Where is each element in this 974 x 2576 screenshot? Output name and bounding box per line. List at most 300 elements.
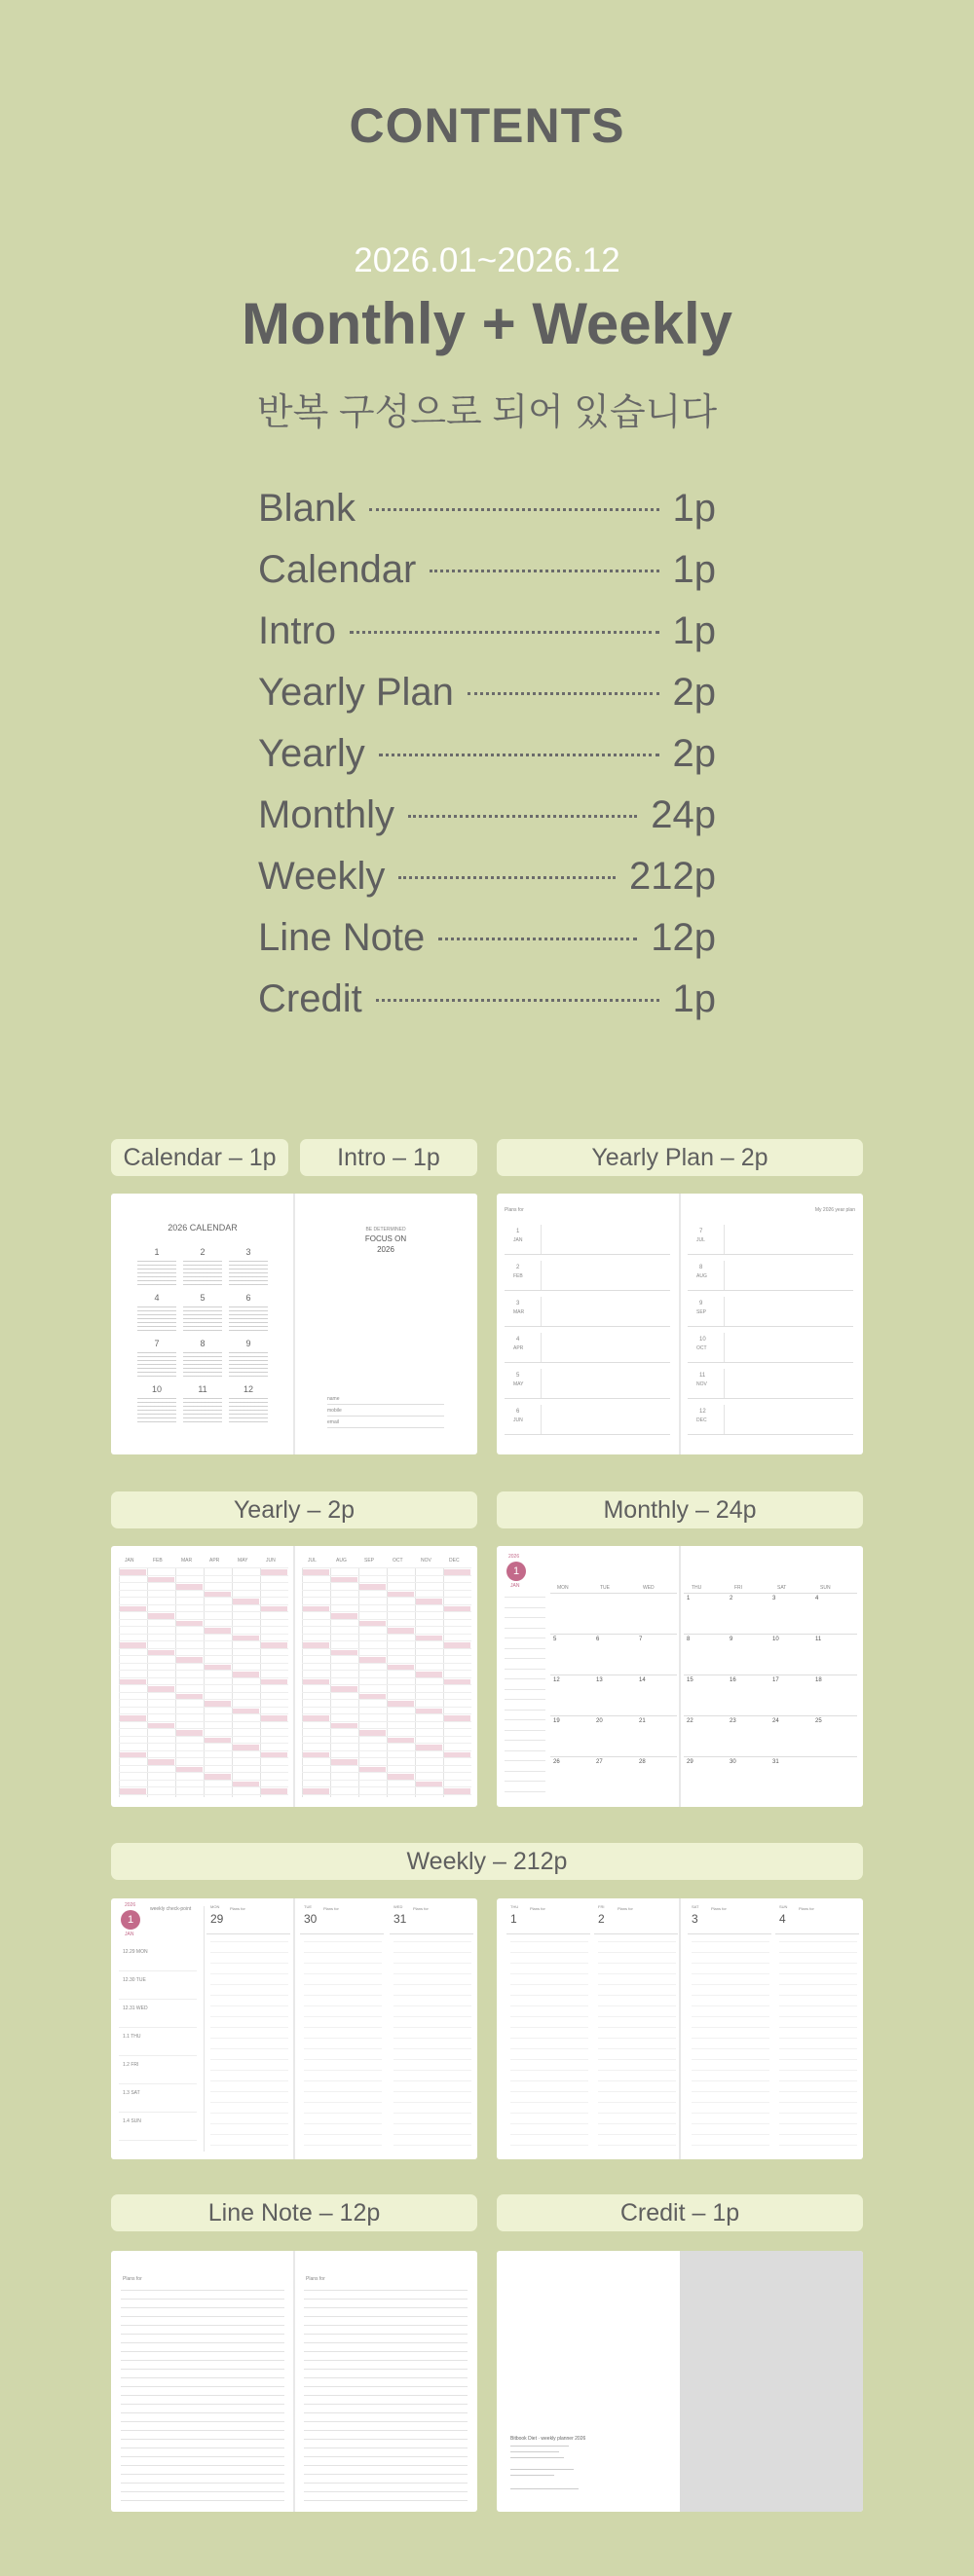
weekly-label: Weekly – 212p [111, 1843, 863, 1880]
intro-field: email [327, 1419, 339, 1425]
weekly-plan-label: Plans for [711, 1906, 727, 1911]
monthly-row-line [550, 1756, 677, 1757]
plan-month-number: 2 [516, 1265, 520, 1270]
monthly-date: 2 [730, 1596, 733, 1601]
weekly-day-number: 31 [393, 1912, 407, 1926]
spine [679, 1898, 681, 2159]
monthly-day-head: FRI [734, 1585, 743, 1591]
leader-dots [408, 815, 637, 818]
weekly-day-number: 2 [598, 1912, 605, 1926]
weekly-time-line [510, 1995, 588, 1996]
weekly-time-line [692, 2091, 769, 2092]
spine [679, 1546, 681, 1807]
monthly-note-line [505, 1760, 545, 1761]
toc-label: Weekly [258, 855, 386, 898]
badge-year: 2026 [508, 1554, 520, 1560]
plan-month-number: 10 [699, 1337, 706, 1343]
leader-dots [379, 754, 659, 756]
toc-label: Line Note [258, 916, 426, 959]
plan-row-line [505, 1398, 670, 1399]
yearly-month-head: JAN [125, 1558, 134, 1564]
toc-pages: 24p [651, 793, 716, 836]
yearly-row-line [302, 1713, 471, 1714]
yearly-row-line [302, 1707, 471, 1708]
weekly-time-line [510, 2145, 588, 2146]
weekly-time-line [210, 2102, 288, 2103]
yearly-row-line [302, 1640, 471, 1641]
weekly-time-line [393, 1963, 471, 1964]
leader-dots [468, 692, 659, 695]
weekly-time-line [692, 2080, 769, 2081]
yearly-row-line [119, 1736, 288, 1737]
weekly-head-line [688, 1933, 771, 1934]
note-line [121, 2430, 284, 2431]
monthly-note-line [505, 1781, 545, 1782]
plan-col-line [541, 1333, 542, 1362]
weekly-time-line [510, 1963, 588, 1964]
month-grid [229, 1260, 268, 1285]
weekly-side-line [119, 1970, 197, 1971]
monthly-day-head: WED [643, 1585, 655, 1591]
month-number: 3 [245, 1247, 251, 1257]
toc-label: Monthly [258, 793, 395, 836]
yearly-row-line [302, 1786, 471, 1787]
weekly-time-line [393, 2016, 471, 2017]
yearly-row-line [302, 1772, 471, 1773]
weekly-time-line [210, 2123, 288, 2124]
field-line [327, 1404, 444, 1405]
yearly-month-head: MAR [181, 1558, 193, 1564]
weekly-time-line [510, 1952, 588, 1953]
plan-month-number: 12 [699, 1409, 706, 1415]
monthly-date: 28 [639, 1759, 646, 1765]
plan-row-line [688, 1362, 853, 1363]
yearly-row-line [119, 1707, 288, 1708]
yearly-row-line [119, 1772, 288, 1773]
monthly-note-line [505, 1648, 545, 1649]
weekly-time-line [598, 2145, 676, 2146]
weekly-time-line [210, 1963, 288, 1964]
intro-small: BE DETERMINED [365, 1227, 406, 1233]
weekly-time-line [692, 2070, 769, 2071]
note-line [304, 2412, 468, 2413]
table-of-contents [258, 487, 716, 1039]
yearly-row-line [302, 1736, 471, 1737]
toc-row [258, 732, 716, 793]
plan-month-number: 11 [699, 1373, 706, 1379]
weekly-side-label: 1.1 THU [123, 2034, 141, 2040]
weekly-time-line [598, 2080, 676, 2081]
yearly-row-line [119, 1626, 288, 1627]
note-line [304, 2334, 468, 2335]
yearly-row-line [302, 1611, 471, 1612]
month-grid [229, 1306, 268, 1331]
weekly-side-line [119, 2083, 197, 2084]
weekly-time-line [210, 2134, 288, 2135]
yearly-month-head: OCT [393, 1558, 403, 1564]
month-number: 9 [245, 1339, 251, 1348]
yearly-row-line [119, 1677, 288, 1678]
toc-pages: 1p [672, 977, 716, 1020]
mini-month [183, 1247, 222, 1285]
weekly-side-label: 1.2 FRI [123, 2062, 139, 2068]
monthly-note-line [505, 1771, 545, 1772]
yearly-row-line [119, 1757, 288, 1758]
monthly-date: 21 [639, 1718, 646, 1724]
plan-row-line [688, 1398, 853, 1399]
weekly-time-line [779, 2059, 857, 2060]
note-head: Plans for [123, 2276, 142, 2282]
plan-row-line [505, 1326, 670, 1327]
month-number: 1 [154, 1247, 160, 1257]
plan-col-line [541, 1405, 542, 1434]
monthly-note-line [505, 1710, 545, 1711]
weekly-time-line [393, 2091, 471, 2092]
plan-row-line [505, 1254, 670, 1255]
yearly-row-line [119, 1590, 288, 1591]
weekly-head-line [206, 1933, 290, 1934]
note-line [121, 2360, 284, 2361]
mini-month [137, 1384, 176, 1422]
weekly-plan-label: Plans for [530, 1906, 545, 1911]
yearly-row-line [119, 1597, 288, 1598]
weekly-time-line [692, 2102, 769, 2103]
weekly-time-line [598, 2123, 676, 2124]
yearly-row-line [119, 1794, 288, 1795]
yearly-month-head: MAY [238, 1558, 248, 1564]
note-line [304, 2360, 468, 2361]
month-number: 6 [245, 1293, 251, 1303]
toc-row [258, 671, 716, 732]
yearly-row-line [119, 1582, 288, 1583]
weekly-time-line [210, 2145, 288, 2146]
yearly-row-line [302, 1721, 471, 1722]
credit-line [510, 2475, 554, 2476]
weekly-day-name: THU [510, 1904, 519, 1909]
weekly-time-line [510, 1941, 588, 1942]
yearly-month-head: APR [209, 1558, 220, 1564]
weekly-time-line [210, 2080, 288, 2081]
weekly-head-line [300, 1933, 384, 1934]
note-line [304, 2351, 468, 2352]
yearly-row-line [119, 1670, 288, 1671]
note-line [121, 2500, 284, 2501]
weekly-day-number: 29 [210, 1912, 224, 1926]
weekly-time-line [210, 2048, 288, 2049]
weekly-time-line [304, 2113, 382, 2114]
yearly-row-line [302, 1692, 471, 1693]
yearly-row-line [119, 1780, 288, 1781]
weekly-time-line [210, 1995, 288, 1996]
weekly-side-line [119, 2027, 197, 2028]
monthly-date: 30 [730, 1759, 736, 1765]
monthly-date: 20 [596, 1718, 603, 1724]
subtitle: 반복 구성으로 되어 있습니다 [256, 392, 718, 433]
note-line [121, 2465, 284, 2466]
weekly-time-line [779, 2102, 857, 2103]
weekly-time-line [510, 1973, 588, 1974]
month-grid [137, 1397, 176, 1422]
yearly-row-line [302, 1604, 471, 1605]
note-line [121, 2342, 284, 2343]
weekly-time-line [210, 1973, 288, 1974]
field-line [327, 1427, 444, 1428]
monthly-note-line [505, 1597, 545, 1598]
plan-month-name: DEC [696, 1417, 707, 1423]
plan-month-name: NOV [696, 1381, 707, 1387]
monthly-note-line [505, 1678, 545, 1679]
weekly-time-line [210, 1952, 288, 1953]
yearly-col-line [358, 1567, 359, 1797]
plan-month-name: FEB [513, 1273, 523, 1279]
weekly-time-line [598, 1941, 676, 1942]
plan-col-line [724, 1405, 725, 1434]
weekly-time-line [510, 2123, 588, 2124]
leader-dots [430, 570, 658, 572]
weekly-time-line [393, 2048, 471, 2049]
monthly-row-line [550, 1674, 677, 1675]
note-line [121, 2439, 284, 2440]
yearly-row-line [302, 1582, 471, 1583]
monthly-preview [497, 1546, 863, 1807]
plan-head: Plans for [505, 1207, 524, 1213]
badge-name: JAN [510, 1583, 520, 1589]
plan-col-line [724, 1369, 725, 1398]
month-grid [137, 1351, 176, 1377]
monthly-note-line [505, 1689, 545, 1690]
yearly-preview [111, 1546, 477, 1807]
note-line [121, 2351, 284, 2352]
weekly-time-line [304, 2016, 382, 2017]
note-line [121, 2290, 284, 2291]
yearly-label: Yearly – 2p [111, 1491, 477, 1528]
weekly-time-line [779, 2027, 857, 2028]
yearly-plan-preview [497, 1194, 863, 1454]
yearly-month-head: NOV [421, 1558, 431, 1564]
yearly-row-line [119, 1611, 288, 1612]
monthly-date: 15 [687, 1677, 693, 1683]
note-line [304, 2483, 468, 2484]
yearly-row-line [119, 1743, 288, 1744]
monthly-date: 4 [815, 1596, 819, 1601]
weekly-time-line [210, 2059, 288, 2060]
month-number: 2 [200, 1247, 206, 1257]
monthly-date: 11 [815, 1637, 822, 1642]
credit-title: Bitbook Diet · weekly planner 2026 [510, 2436, 586, 2442]
plan-row-line [505, 1434, 670, 1435]
note-line [304, 2404, 468, 2405]
note-line [304, 2474, 468, 2475]
weekly-time-line [779, 2048, 857, 2049]
weekly-time-line [510, 2102, 588, 2103]
yearly-row-line [119, 1575, 288, 1576]
weekly-time-line [692, 1995, 769, 1996]
weekly-time-line [692, 2048, 769, 2049]
weekly-time-line [510, 2134, 588, 2135]
weekly-side-label: 12.29 MON [123, 1949, 148, 1955]
yearly-month-head: FEB [153, 1558, 163, 1564]
weekly-time-line [692, 1952, 769, 1953]
plan-month-number: 7 [699, 1229, 703, 1234]
yearly-row-line [119, 1619, 288, 1620]
weekly-time-line [393, 1952, 471, 1953]
weekly-plan-label: Plans for [230, 1906, 245, 1911]
yearly-row-line [302, 1684, 471, 1685]
monthly-date: 23 [730, 1718, 736, 1724]
monthly-note-line [505, 1617, 545, 1618]
checkpoint-head: weekly check-point [150, 1906, 192, 1912]
weekly-side-line [119, 2140, 197, 2141]
yearly-row-line [119, 1692, 288, 1693]
plan-month-number: 3 [516, 1301, 520, 1306]
weekly-side-label: 1.3 SAT [123, 2090, 140, 2096]
weekly-time-line [210, 2027, 288, 2028]
spine [293, 2251, 295, 2512]
weekly-time-line [692, 2027, 769, 2028]
credit-line [510, 2469, 574, 2470]
yearly-row-line [119, 1728, 288, 1729]
yearly-row-line [119, 1655, 288, 1656]
plan-month-number: 1 [516, 1229, 520, 1234]
weekly-time-line [210, 2091, 288, 2092]
yearly-row-line [119, 1786, 288, 1787]
plan-col-line [724, 1333, 725, 1362]
note-line [304, 2465, 468, 2466]
intro-label: Intro – 1p [300, 1139, 477, 1176]
yearly-row-line [302, 1743, 471, 1744]
plan-month-name: APR [513, 1345, 524, 1351]
yearly-row-line [119, 1663, 288, 1664]
weekly-time-line [598, 1995, 676, 1996]
weekly-time-line [779, 1995, 857, 1996]
weekly-head-line [775, 1933, 859, 1934]
note-line [304, 2421, 468, 2422]
weekly-time-line [779, 2070, 857, 2071]
weekly-time-line [692, 2134, 769, 2135]
note-line [121, 2456, 284, 2457]
leader-dots [398, 876, 616, 879]
weekly-time-line [304, 2123, 382, 2124]
yearly-row-line [302, 1750, 471, 1751]
monthly-date: 5 [553, 1637, 557, 1642]
toc-row [258, 916, 716, 977]
monthly-note-line [505, 1669, 545, 1670]
monthly-date: 19 [553, 1718, 560, 1724]
plan-row-line [688, 1290, 853, 1291]
weekly-day-name: MON [210, 1904, 220, 1909]
weekly-time-line [510, 2016, 588, 2017]
leader-dots [376, 999, 659, 1002]
note-line [304, 2439, 468, 2440]
plan-month-number: 9 [699, 1301, 703, 1306]
yearly-col-line [204, 1567, 205, 1797]
plan-month-name: MAR [513, 1309, 525, 1315]
yearly-row-line [119, 1765, 288, 1766]
weekly-time-line [598, 2048, 676, 2049]
monthly-note-line [505, 1658, 545, 1659]
yearly-row-line [119, 1604, 288, 1605]
toc-pages: 1p [672, 609, 716, 652]
month-number: 4 [154, 1293, 160, 1303]
plan-head: My 2026 year plan [814, 1207, 855, 1213]
yearly-month-head: JUN [266, 1558, 276, 1564]
weekly-time-line [779, 2113, 857, 2114]
monthly-date: 29 [687, 1759, 693, 1765]
weekly-time-line [304, 2070, 382, 2071]
yearly-row-line [119, 1648, 288, 1649]
weekly-time-line [692, 2123, 769, 2124]
yearly-row-line [302, 1670, 471, 1671]
weekly-plan-label: Plans for [323, 1906, 339, 1911]
weekly-time-line [210, 1984, 288, 1985]
monthly-date: 26 [553, 1759, 560, 1765]
weekly-time-line [779, 2123, 857, 2124]
blank-gray-page [680, 2251, 863, 2512]
weekly-side-label: 1.4 SUN [123, 2118, 141, 2124]
yearly-row-line [119, 1634, 288, 1635]
calendar-label: Calendar – 1p [111, 1139, 288, 1176]
note-head: Plans for [306, 2276, 325, 2282]
weekly-time-line [304, 1984, 382, 1985]
intro-field: name [327, 1396, 340, 1402]
weekly-time-line [304, 2091, 382, 2092]
weekly-time-line [304, 1973, 382, 1974]
yearly-row-line [302, 1619, 471, 1620]
yearly-month-head: JUL [308, 1558, 317, 1564]
plan-col-line [541, 1261, 542, 1290]
monthly-date: 10 [772, 1637, 779, 1642]
weekly-day-number: 30 [304, 1912, 318, 1926]
note-line [121, 2334, 284, 2335]
weekly-side-line [119, 2055, 197, 2056]
monthly-date: 31 [772, 1759, 779, 1765]
weekly-day-name: WED [393, 1904, 403, 1909]
yearly-row-line [302, 1634, 471, 1635]
note-line [304, 2447, 468, 2448]
monthly-note-line [505, 1607, 545, 1608]
monthly-note-line [505, 1628, 545, 1629]
monthly-day-head: SUN [820, 1585, 831, 1591]
weekly-plan-label: Plans for [413, 1906, 429, 1911]
spine [293, 1546, 295, 1807]
note-line [121, 2307, 284, 2308]
weekly-head-line [506, 1933, 590, 1934]
weekly-time-line [393, 2080, 471, 2081]
weekly-time-line [210, 2113, 288, 2114]
note-line [304, 2325, 468, 2326]
toc-pages: 1p [672, 487, 716, 530]
monthly-row-line [550, 1593, 677, 1594]
yearly-col-line [387, 1567, 388, 1797]
weekly-time-line [598, 2102, 676, 2103]
weekly-day-name: SAT [692, 1904, 699, 1909]
weekly-col-line [204, 1906, 205, 2152]
yearly-row-line [119, 1750, 288, 1751]
note-line [121, 2377, 284, 2378]
monthly-day-head: THU [692, 1585, 702, 1591]
plan-month-name: AUG [696, 1273, 707, 1279]
toc-pages: 12p [651, 916, 716, 959]
yearly-row-line [302, 1663, 471, 1664]
monthly-date: 27 [596, 1759, 603, 1765]
note-line [121, 2325, 284, 2326]
weekly-time-line [692, 1984, 769, 1985]
weekly-time-line [304, 2102, 382, 2103]
toc-label: Yearly Plan [258, 671, 454, 714]
weekly-time-line [692, 2059, 769, 2060]
intro-year: 2026 [377, 1245, 394, 1254]
mini-month [137, 1339, 176, 1377]
